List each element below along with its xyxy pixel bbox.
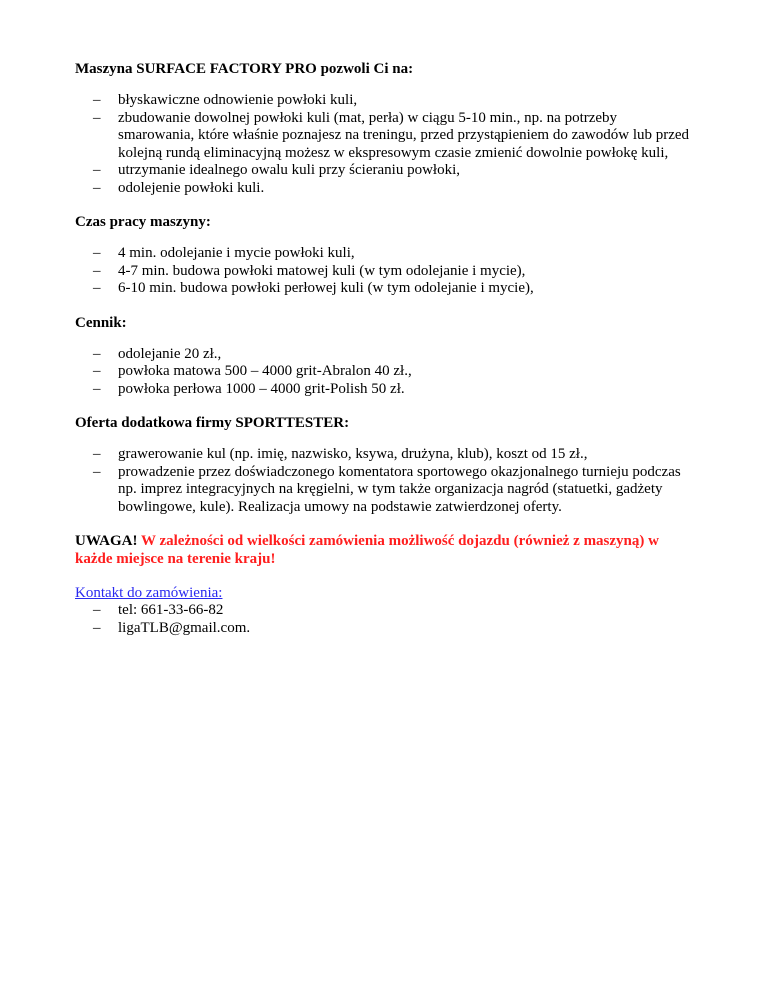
list-item-text: odolejenie powłoki kuli. (118, 179, 265, 196)
contact-phone: tel: 661-33-66-82 (118, 602, 224, 618)
list-item-text: 4 min. odolejanie i mycie powłoki kuli, (118, 245, 355, 261)
list-item (75, 602, 695, 620)
list-item (75, 464, 695, 517)
dash-bullet: – (93, 245, 101, 261)
dash-bullet: – (93, 162, 101, 178)
list-item (75, 162, 695, 180)
warning-notice (75, 532, 695, 568)
list-item (75, 363, 695, 381)
list-item-text: 4-7 min. budowa powłoki matowej kuli (w tym odolejanie i mycie), (118, 262, 526, 279)
extra-offer-list (75, 446, 695, 516)
section-heading-extra-offer: Oferta dodatkowa firmy SPORTTESTER: (75, 415, 350, 431)
dash-bullet: – (93, 380, 101, 397)
warning-label: UWAGA! (75, 533, 141, 549)
list-item (75, 92, 695, 110)
contact-link[interactable]: Kontakt do zamówienia: (75, 585, 223, 601)
list-item-text: 6-10 min. budowa powłoki perłowej kuli (w tym odolejanie i mycie), (118, 280, 534, 296)
list-item-text: powłoka perłowa 1000 – 4000 grit-Polish 50 zł. (118, 380, 405, 397)
contact-email: ligaTLB@gmail.com. (118, 619, 251, 636)
dash-bullet: – (93, 109, 101, 126)
dash-bullet: – (93, 463, 101, 480)
contact-section (75, 584, 695, 637)
work-time-list (75, 245, 695, 298)
machine-benefits-list (75, 92, 695, 197)
price-list (75, 346, 695, 399)
dash-bullet: – (93, 446, 101, 462)
list-item-text: grawerowanie kul (np. imię, nazwisko, ksywa, drużyna, klub), koszt od 15 zł., (118, 446, 588, 462)
dash-bullet: – (93, 619, 101, 636)
dash-bullet: – (93, 179, 101, 196)
dash-bullet: – (93, 363, 101, 379)
dash-bullet: – (93, 602, 101, 618)
list-item-text: zbudowanie dowolnej powłoki kuli (mat, perła) w ciągu 5-10 min., np. na potrzeby smarowania, które właśnie poznajesz na treningu, przed przystąpieniem do zawodów lub przed kolejną rundą eliminacyjną możesz w ekspresowym czasie zmienić dowolnie powłokę kuli, (118, 109, 690, 161)
list-item-text: odolejanie 20 zł., (118, 345, 222, 362)
warning-text: W zależności od wielkości zamówienia możliwość dojazdu (również z maszyną) w każde miejsce na terenie kraju! (75, 533, 659, 567)
list-item (75, 110, 695, 163)
list-item (75, 263, 695, 281)
dash-bullet: – (93, 262, 101, 279)
dash-bullet: – (93, 345, 101, 362)
dash-bullet: – (93, 280, 101, 296)
list-item (75, 381, 695, 399)
list-item-text: prowadzenie przez doświadczonego komentatora sportowego okazjonalnego turnieju podczas np. imprez integracyjnych na kręgielni, w tym także organizacja nagród (statuetki, gadżety bowlingowe, kule). Realizacja umowy na podstawie zatwierdzonej oferty. (118, 463, 681, 515)
section-heading-price-list: Cennik: (75, 314, 127, 331)
section-heading-work-time: Czas pracy maszyny: (75, 214, 211, 230)
list-item-text: utrzymanie idealnego owalu kuli przy ścieraniu powłoki, (118, 162, 460, 178)
list-item (75, 446, 695, 464)
list-item (75, 180, 695, 198)
list-item (75, 620, 695, 638)
list-item-text: błyskawiczne odnowienie powłoki kuli, (118, 92, 358, 108)
document-page (75, 60, 695, 637)
section-heading-machine: Maszyna SURFACE FACTORY PRO pozwoli Ci na: (75, 61, 414, 77)
list-item (75, 245, 695, 263)
list-item-text: powłoka matowa 500 – 4000 grit-Abralon 40 zł., (118, 363, 412, 379)
contact-list (75, 602, 695, 637)
list-item (75, 280, 695, 298)
dash-bullet: – (93, 92, 101, 108)
list-item (75, 346, 695, 364)
